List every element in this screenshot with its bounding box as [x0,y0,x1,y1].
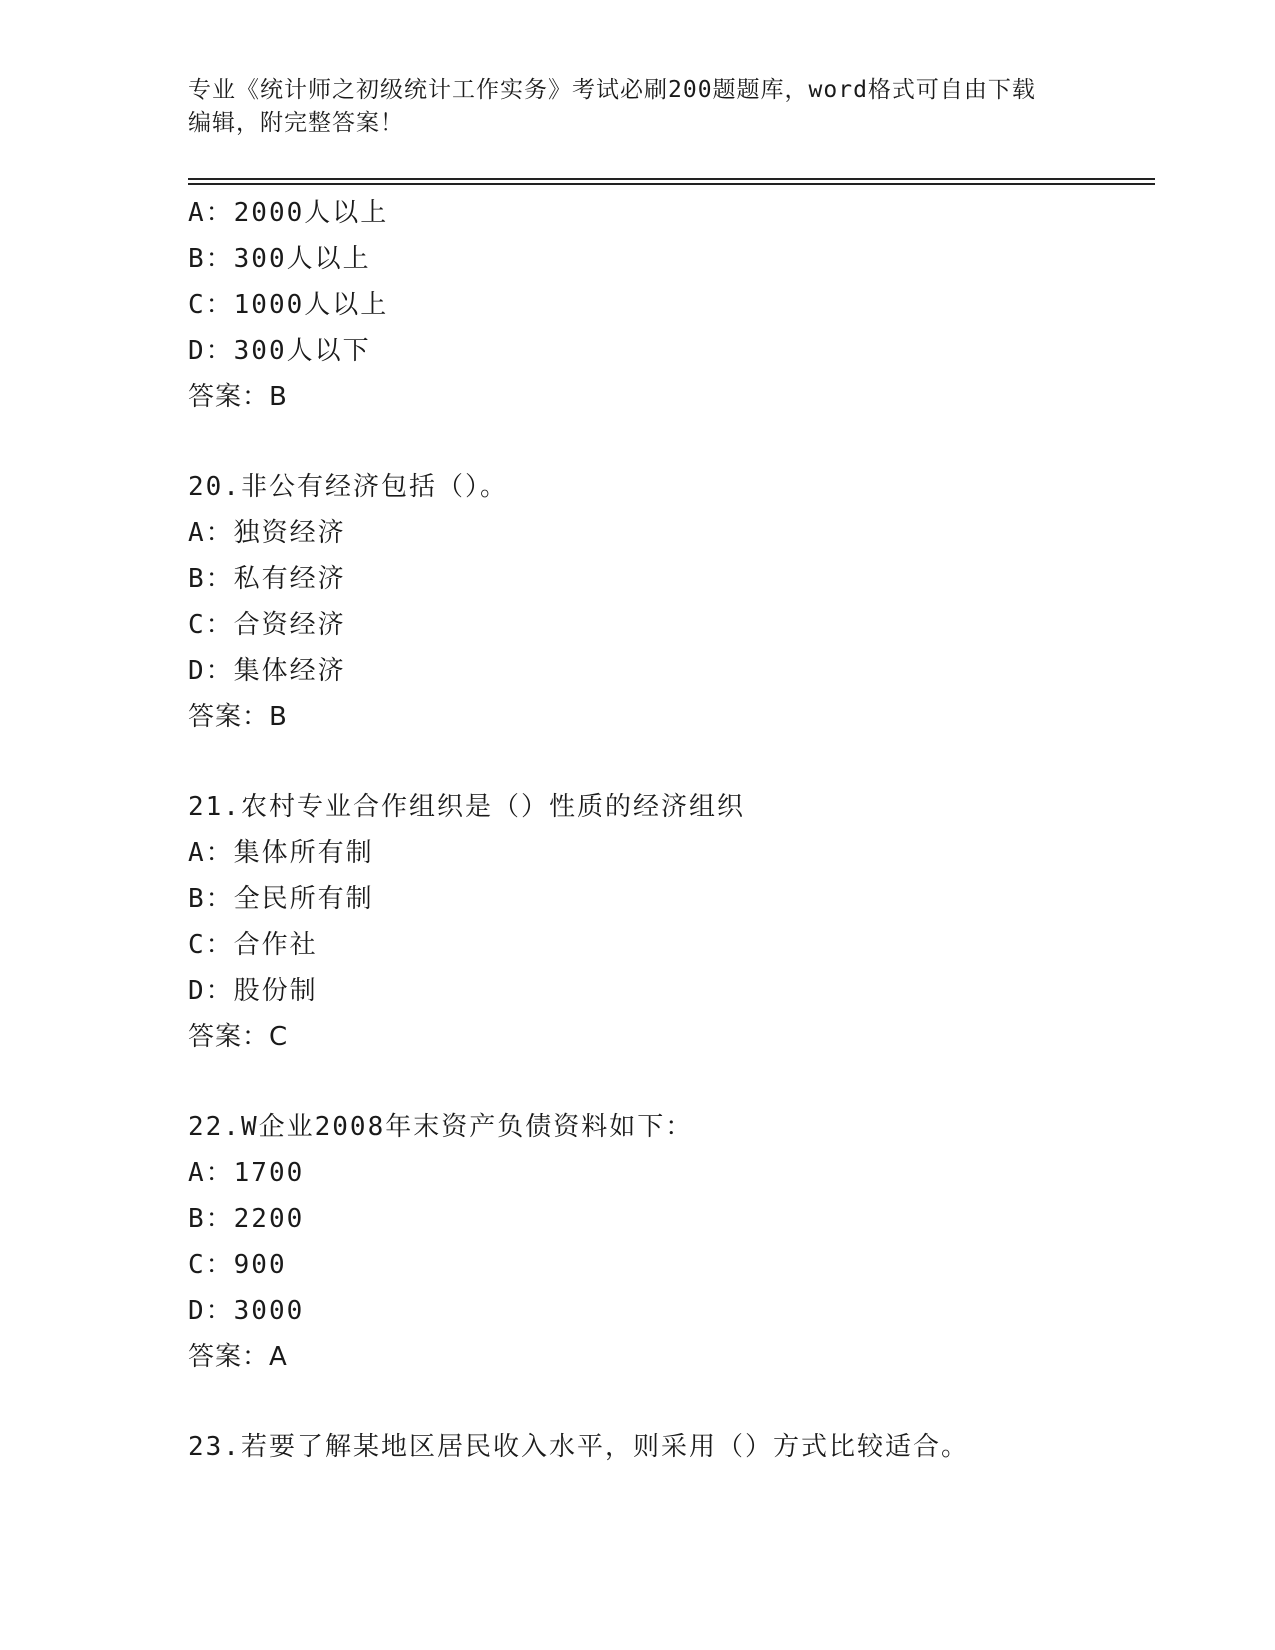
question-block-19 [188,190,1155,420]
option-c: C：合作社 [188,930,318,960]
option-b: B：全民所有制 [188,884,374,914]
question-text: 21.农村专业合作组织是（）性质的经济组织 [188,792,745,822]
question-block-23 [188,1424,1155,1470]
option-c: C：1000人以上 [188,290,389,320]
option-d: D：集体经济 [188,656,346,686]
option-a: A：独资经济 [188,518,346,548]
document-header [188,74,1088,140]
question-text: 23.若要了解某地区居民收入水平，则采用（）方式比较适合。 [188,1432,969,1462]
option-c: C：合资经济 [188,610,346,640]
option-c: C：900 [188,1250,287,1280]
option-b: B：私有经济 [188,564,346,594]
answer-line: 答案：C [188,1022,289,1052]
option-a: A：1700 [188,1158,305,1188]
option-b: B：300人以上 [188,244,371,274]
question-block-20 [188,464,1155,740]
question-block-22 [188,1104,1155,1380]
option-d: D：股份制 [188,976,318,1006]
header-rule-bottom [188,183,1155,185]
option-d: D：300人以下 [188,336,371,366]
answer-line: 答案：B [188,702,288,732]
header-rule-top [188,178,1155,180]
answer-line: 答案：A [188,1342,288,1372]
option-a: A：2000人以上 [188,198,389,228]
header-line-2: 编辑，附完整答案！ [188,110,404,136]
option-b: B：2200 [188,1204,305,1234]
question-text: 20.非公有经济包括（）。 [188,472,508,502]
question-list [188,190,1155,1514]
option-a: A：集体所有制 [188,838,374,868]
question-text: 22.W企业2008年末资产负债资料如下： [188,1112,694,1142]
question-block-21 [188,784,1155,1060]
header-line-1: 专业《统计师之初级统计工作实务》考试必刷200题题库，word格式可自由下载 [188,77,1036,103]
answer-line: 答案：B [188,382,288,412]
option-d: D：3000 [188,1296,305,1326]
